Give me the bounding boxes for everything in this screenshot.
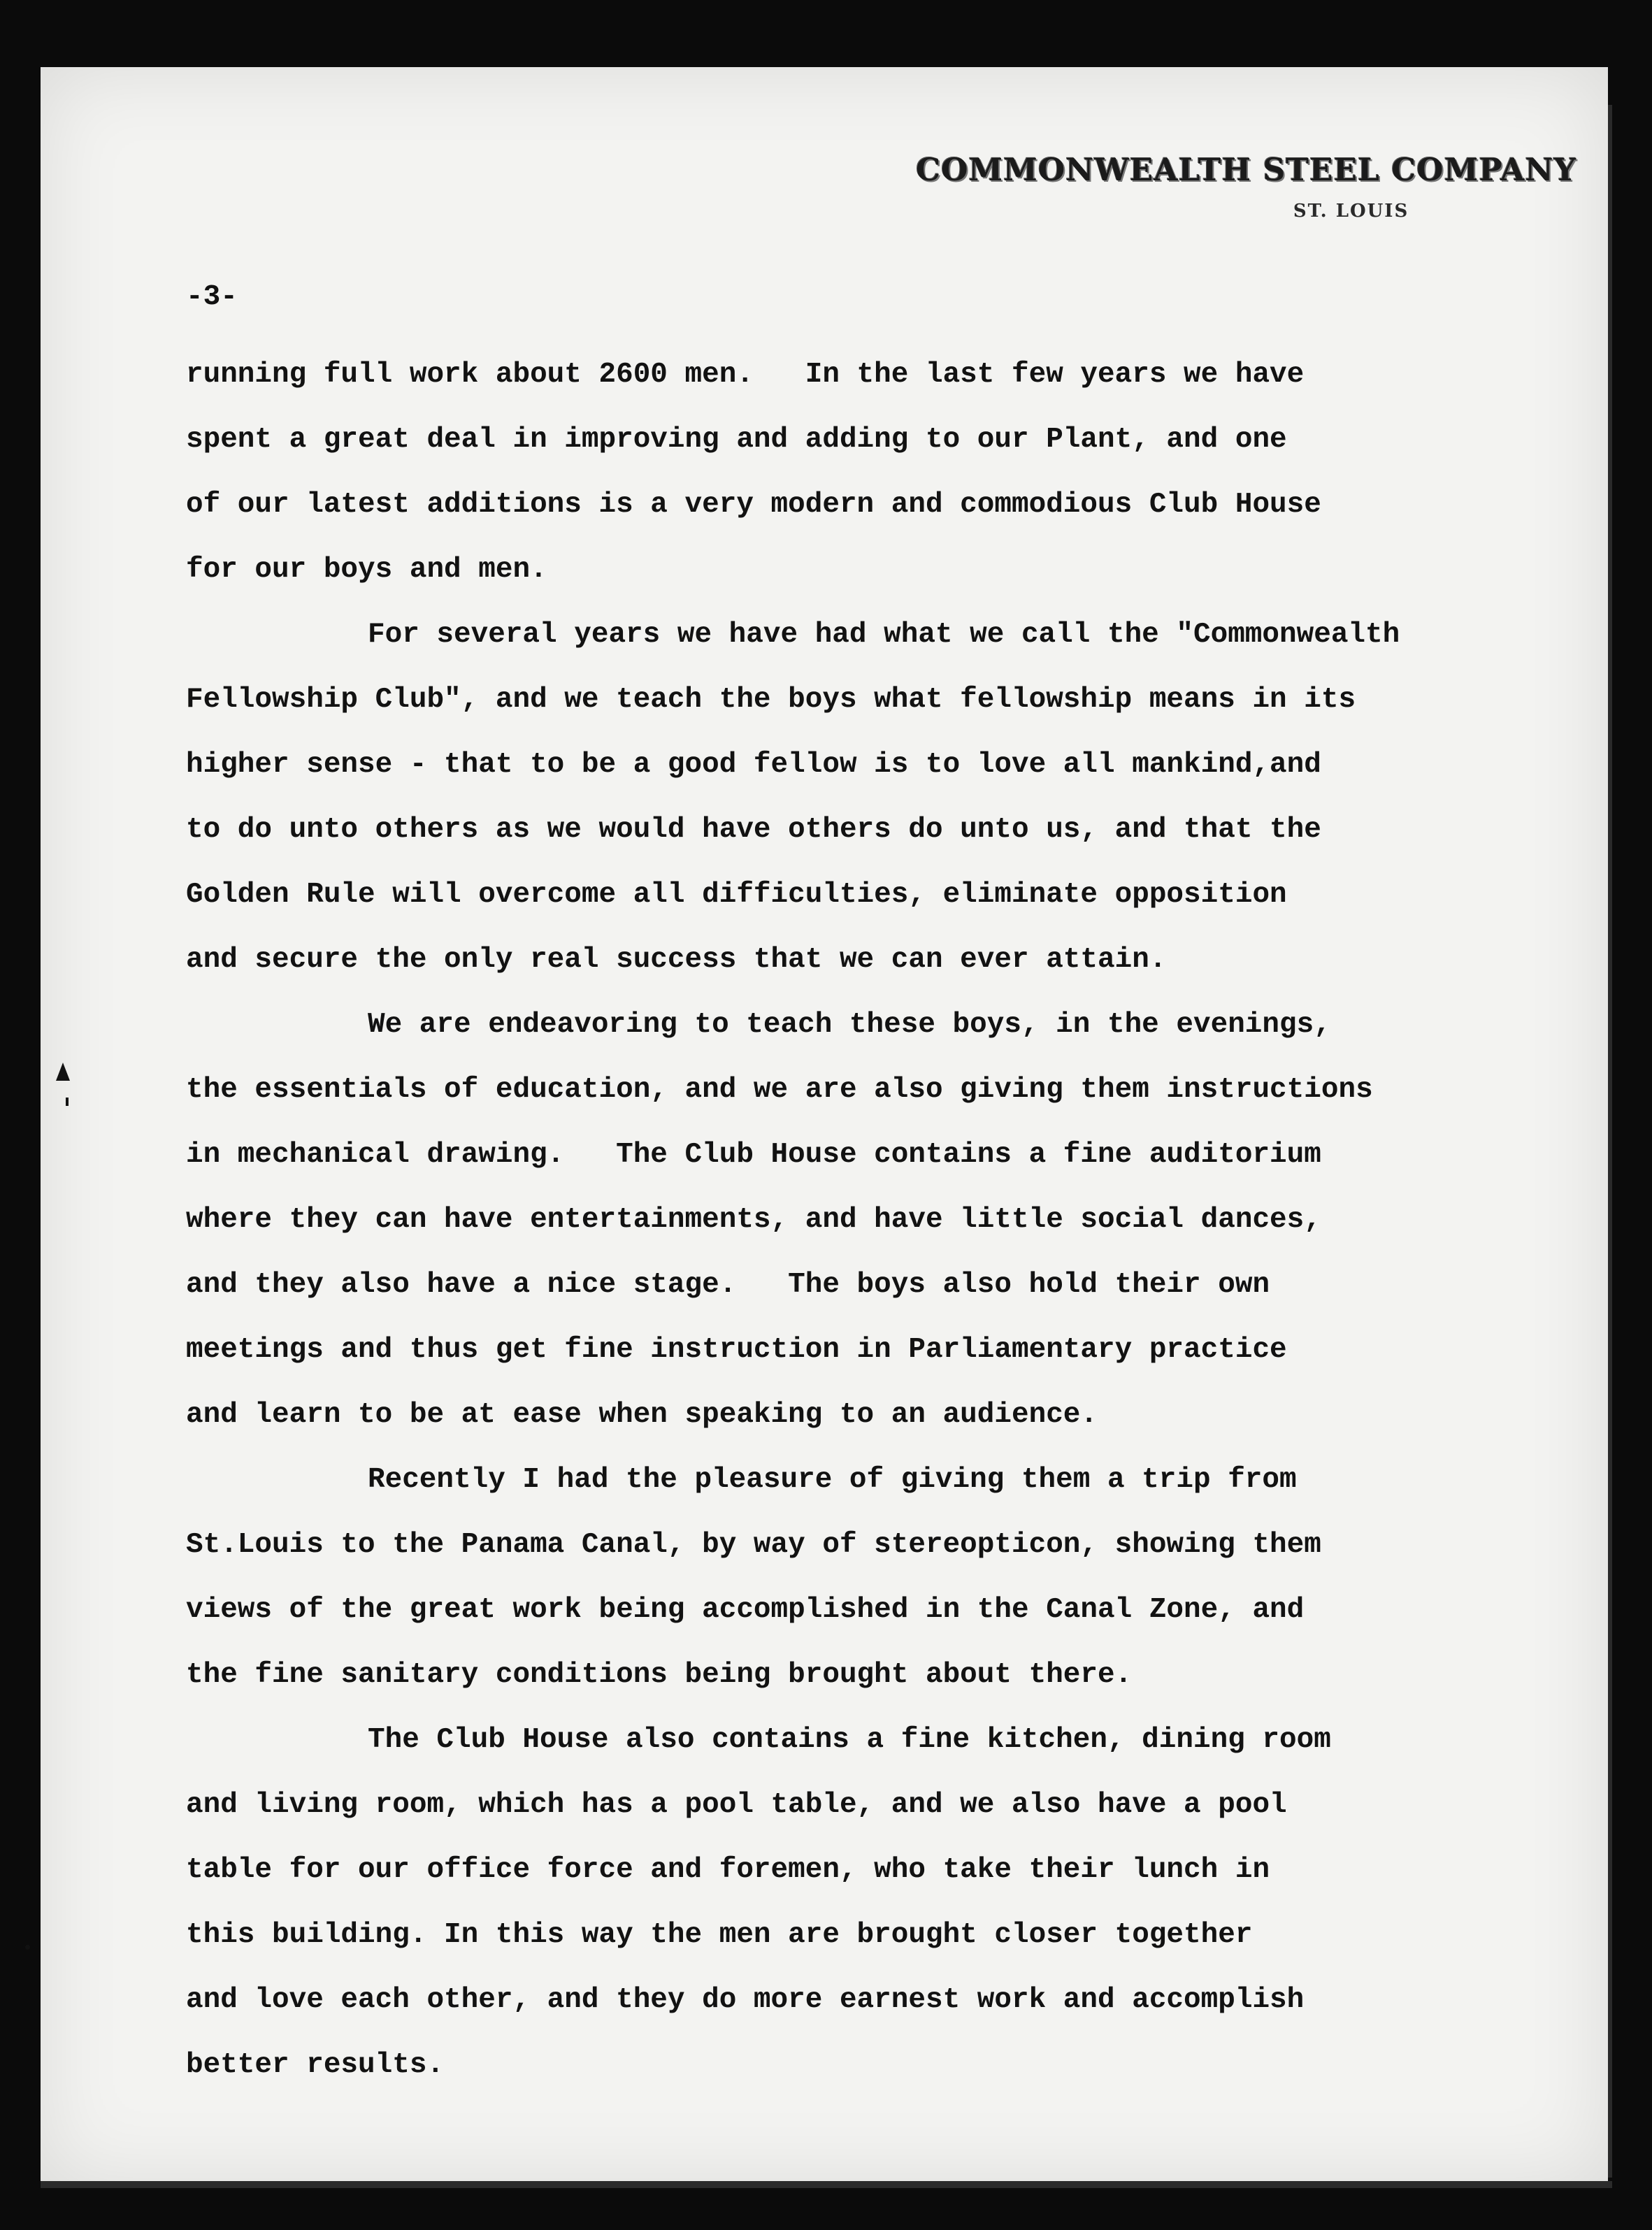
- paper-bottom-edge: [41, 2181, 1612, 2188]
- text-line: in mechanical drawing. The Club House contains a fine auditorium: [186, 1139, 1321, 1171]
- text-line: meetings and thus get fine instruction in Parliamentary practice: [186, 1334, 1287, 1366]
- text-line: St.Louis to the Panama Canal, by way of stereopticon, showing them: [186, 1529, 1321, 1561]
- paragraph-start-line: We are endeavoring to teach these boys, in the evenings,: [368, 1009, 1331, 1041]
- paragraph-start-line: The Club House also contains a fine kitchen, dining room: [368, 1724, 1331, 1756]
- letter-body: [186, 343, 1514, 2098]
- paper-edge-shadow: [1608, 105, 1612, 2178]
- text-line: this building. In this way the men are brought closer together: [186, 1919, 1253, 1951]
- text-line: higher sense - that to be a good fellow is to love all mankind,and: [186, 749, 1321, 781]
- text-line: for our boys and men.: [186, 554, 547, 586]
- text-line: and learn to be at ease when speaking to an audience.: [186, 1399, 1098, 1431]
- text-line: the essentials of education, and we are also giving them instructions: [186, 1074, 1373, 1106]
- text-line: better results.: [186, 2049, 445, 2081]
- margin-dot: [25, 1945, 30, 1950]
- text-line: of our latest additions is a very modern and commodious Club House: [186, 489, 1321, 521]
- text-line: Fellowship Club", and we teach the boys what fellowship means in its: [186, 684, 1356, 716]
- text-line: Golden Rule will overcome all difficulties, eliminate opposition: [186, 879, 1287, 911]
- margin-mark: [56, 1063, 70, 1081]
- text-line: spent a great deal in improving and adding to our Plant, and one: [186, 424, 1287, 456]
- text-line: to do unto others as we would have others do unto us, and that the: [186, 814, 1321, 846]
- letterhead: [916, 152, 1576, 222]
- company-city: ST. LOUIS: [1293, 201, 1409, 222]
- paragraph-start-line: For several years we have had what we call the "Commonwealth: [368, 619, 1400, 651]
- text-line: and secure the only real success that we can ever attain.: [186, 944, 1167, 976]
- company-name: COMMONWEALTH STEEL COMPANY: [916, 152, 1576, 188]
- text-line: table for our office force and foremen, who take their lunch in: [186, 1854, 1270, 1886]
- text-line: views of the great work being accomplished in the Canal Zone, and: [186, 1594, 1305, 1626]
- text-line: where they can have entertainments, and have little social dances,: [186, 1204, 1321, 1236]
- page-number: -3-: [186, 281, 238, 313]
- text-line: running full work about 2600 men. In the last few years we have: [186, 359, 1305, 391]
- paragraph-start-line: Recently I had the pleasure of giving them a trip from: [368, 1464, 1297, 1496]
- text-line: and love each other, and they do more earnest work and accomplish: [186, 1984, 1305, 2016]
- margin-mark: [66, 1098, 69, 1106]
- text-line: the fine sanitary conditions being brought about there.: [186, 1659, 1133, 1691]
- text-line: and living room, which has a pool table, and we also have a pool: [186, 1789, 1287, 1821]
- text-line: and they also have a nice stage. The boys also hold their own: [186, 1269, 1270, 1301]
